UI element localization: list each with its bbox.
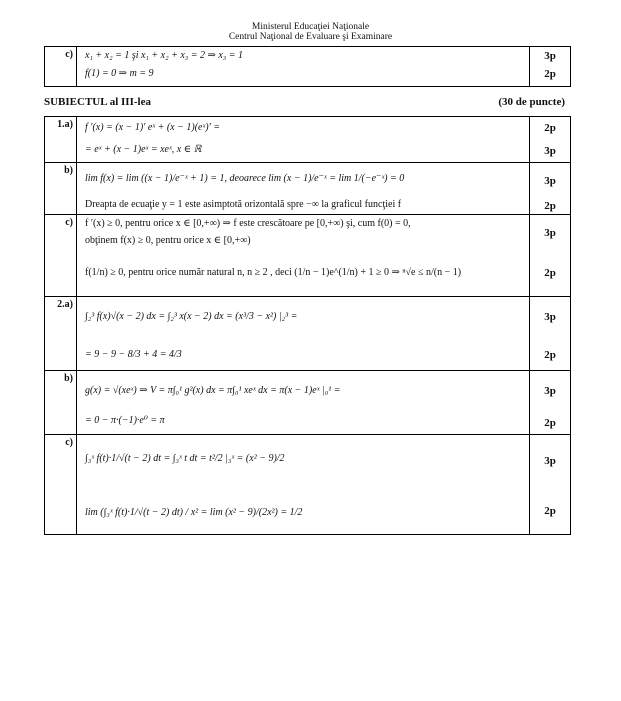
solution-line: f(1/n) ≥ 0, pentru orice număr natural n, n ≥ 2 , deci (1/n − 1)e^(1/n) + 1 ≥ 0 ⇒ ⁿ√e ≤ n/(n − 1) [85, 267, 462, 278]
solution-line: f(1) = 0 ⇒ m = 9 [85, 68, 154, 79]
points: 2p [544, 417, 556, 429]
page-header [0, 22, 621, 42]
solution-line: f ′(x) ≥ 0, pentru orice x ∈ [0,+∞) ⇒ f este crescătoare pe [0,+∞) şi, cum f(0) = 0, [85, 218, 411, 229]
subject-score: (30 de puncte) [498, 96, 565, 108]
points: 3p [544, 175, 556, 187]
solution-line: = 9 − 9 − 8/3 + 4 = 4/3 [85, 349, 182, 360]
solution-line: lim f(x) = lim ((x − 1)/e⁻ˣ + 1) = 1, deoarece lim (x − 1)/e⁻ˣ = lim 1/(−e⁻ˣ) = 0 [85, 173, 405, 184]
solution-cell [77, 297, 530, 371]
row-label: 2.a) [45, 297, 77, 371]
solution-cell [77, 163, 530, 215]
subject-title: SUBIECTUL al III-lea [44, 96, 151, 108]
points-cell [530, 297, 571, 371]
row-label: 1.a) [45, 117, 77, 163]
ministry-name: Ministerul Educaţiei Naţionale [251, 22, 370, 32]
row-label: b) [45, 163, 77, 215]
points: 2p [544, 267, 556, 279]
solution-line: ∫₃ˣ f(t)·1/√(t − 2) dt = ∫₃ˣ t dt = t²/2 |₃ˣ = (x² − 9)/2 [85, 453, 285, 464]
solution-line: obţinem f(x) ≥ 0, pentru orice x ∈ [0,+∞) [85, 235, 251, 246]
points: 2p [544, 505, 556, 517]
points: 2p [544, 349, 556, 361]
solution-cell [77, 371, 530, 435]
points-cell [530, 47, 571, 87]
row-label: c) [45, 435, 77, 535]
points-cell [530, 435, 571, 535]
points: 2p [544, 200, 556, 212]
solution-cell [77, 47, 530, 87]
points: 3p [544, 145, 556, 157]
subject-heading [44, 96, 571, 110]
part2-table [44, 46, 571, 87]
solution-line: f ′(x) = (x − 1)′ eˣ + (x − 1)(eˣ)′ = [85, 122, 221, 133]
solution-line: = 0 − π·(−1)·e⁰ = π [85, 415, 165, 426]
points: 3p [544, 50, 556, 62]
center-name: Centrul Naţional de Evaluare şi Examinare [228, 32, 393, 42]
solution-cell [77, 435, 530, 535]
points: 3p [544, 227, 556, 239]
points: 3p [544, 455, 556, 467]
row-label: c) [45, 215, 77, 297]
points: 2p [544, 122, 556, 134]
solution-cell [77, 215, 530, 297]
solution-line: lim (∫₃ˣ f(t)·1/√(t − 2) dt) / x² = lim (x² − 9)/(2x²) = 1/2 [85, 507, 303, 518]
row-label: b) [45, 371, 77, 435]
solution-line: = eˣ + (x − 1)eˣ = xeˣ, x ∈ ℝ [85, 144, 202, 155]
solution-cell [77, 117, 530, 163]
points: 2p [544, 68, 556, 80]
points: 3p [544, 385, 556, 397]
points-cell [530, 163, 571, 215]
solution-line: ∫₂³ f(x)√(x − 2) dx = ∫₂³ x(x − 2) dx = (x³/3 − x²) |₂³ = [85, 311, 298, 322]
solution-line: g(x) = √(xeˣ) ⇒ V = π∫₀¹ g²(x) dx = π∫₀¹ xeˣ dx = π(x − 1)eˣ |₀¹ = [85, 385, 341, 396]
solution-line: x₁ + x₂ = 1 şi x₁ + x₂ + x₃ = 2 ⇒ x₃ = 1 [85, 50, 244, 61]
points: 3p [544, 311, 556, 323]
solutions-table [44, 116, 571, 535]
points-cell [530, 117, 571, 163]
solution-line: Dreapta de ecuaţie y = 1 este asimptotă orizontală spre −∞ la graficul funcţiei f [85, 199, 402, 210]
points-cell [530, 215, 571, 297]
points-cell [530, 371, 571, 435]
row-label: c) [45, 47, 77, 87]
